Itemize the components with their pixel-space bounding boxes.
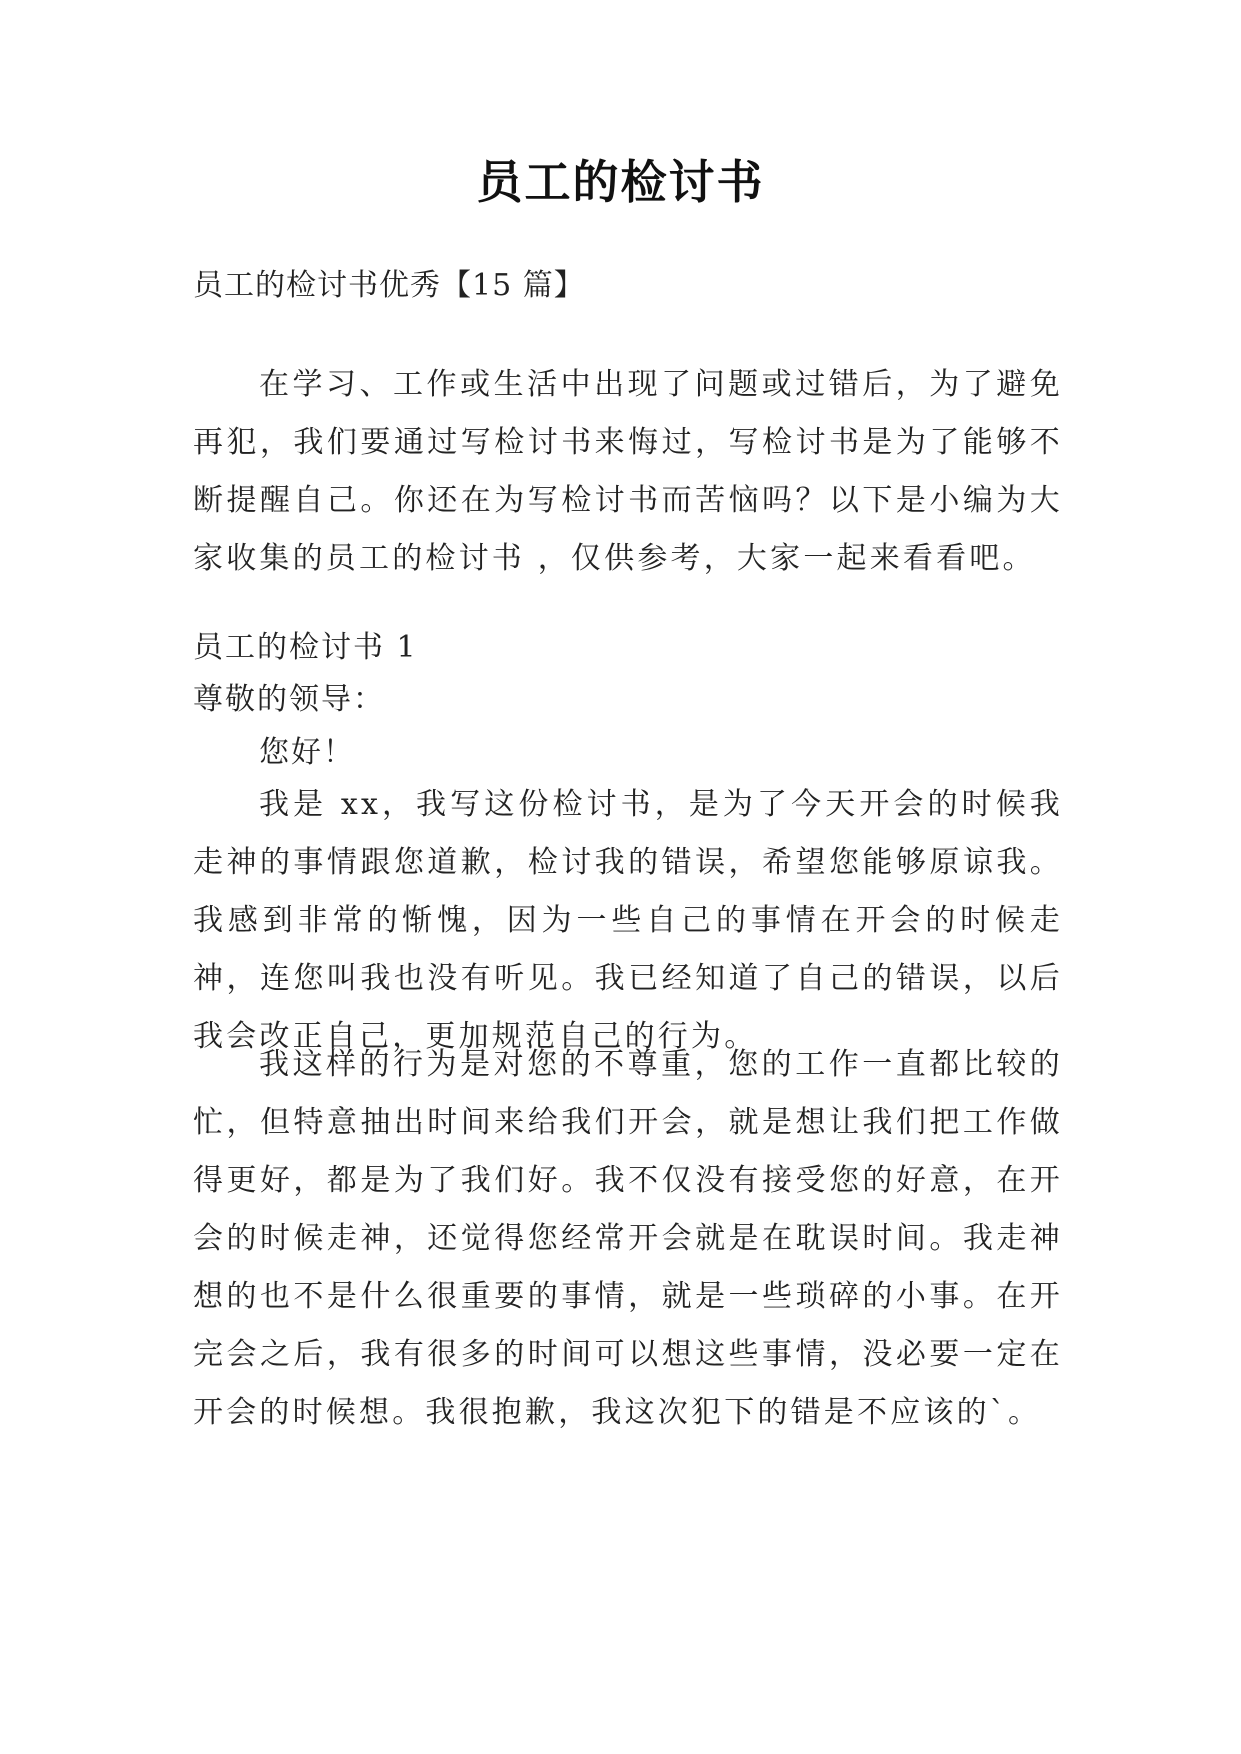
salutation: 尊敬的领导： <box>193 682 385 717</box>
section-heading: 员工的检讨书 1 <box>193 630 418 665</box>
document-subtitle: 员工的检讨书优秀【15 篇】 <box>193 268 585 303</box>
body-paragraph-2: 我这样的行为是对您的不尊重，您的工作一直都比较的忙，但特意抽出时间来给我们开会，就是想让我们把工作做得更好，都是为了我们好。我不仅没有接受您的好意，在开会的时候走神，还觉得您经常开会就是在耽误时间。我走神想的也不是什么很重要的事情，就是一些琐碎的小事。在开完会之后，我有很多的时间可以想这些事情，没必要一定在开会的时候想。我很抱歉，我这次犯下的错是不应该的`。 <box>193 1047 1063 1430</box>
document-title: 员工的检讨书 <box>476 155 765 209</box>
intro-paragraph: 在学习、工作或生活中出现了问题或过错后，为了避免再犯，我们要通过写检讨书来悔过，写检讨书是为了能够不断提醒自己。你还在为写检讨书而苦恼吗？以下是小编为大家收集的员工的检讨书 ，仅供参考，大家一起来看看吧。 <box>193 367 1063 576</box>
greeting: 您好！ <box>259 735 355 770</box>
body-paragraph-1: 我是 xx，我写这份检讨书，是为了今天开会的时候我走神的事情跟您道歉，检讨我的错误，希望您能够原谅我。我感到非常的惭愧，因为一些自己的事情在开会的时候走神，连您叫我也没有听见。我已经知道了自己的错误，以后我会改正自己，更加规范自己的行为。 <box>193 787 1063 1054</box>
